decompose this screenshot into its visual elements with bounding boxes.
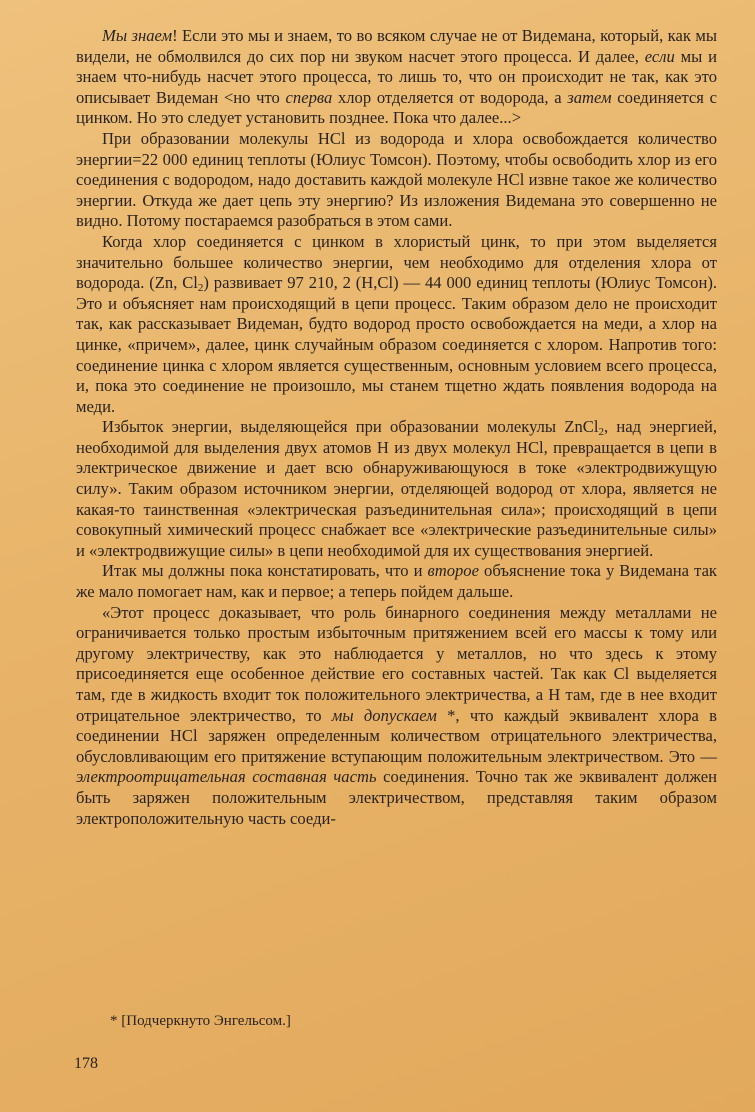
footnote: * [Подчеркнуто Энгельсом.] — [110, 1013, 291, 1029]
subscript: 2 — [197, 282, 204, 295]
paragraph — [76, 561, 717, 602]
text-run: *, что каждый эквивалент хлора в соединении HCl заряжен определенным количеством отрицательного электричества, обусловливающим его притяжение вступающим положительным электричеством. Это — — [76, 705, 717, 766]
emphasis-text: затем — [567, 87, 612, 107]
text-run: хлор отделяется от водорода, а — [332, 87, 568, 107]
text-run: мы и знаем что-нибудь насчет этого процесса, то лишь то, что он происходит не так, как это описывает Видеман <но что — [76, 46, 717, 107]
emphasis-text: сперва — [285, 87, 333, 107]
text-run: «Этот процесс доказывает, что роль бинарного соединения между металлами не ограничивается только простым избыточным притяжением всей его массы к тому или другому электричеству, как это наблюдается у металлов, но что здесь к этому присоединяется еще особенное действие его составных частей. Так как Cl выделяется там, где в жидкость входит ток положительного электричества, а H там, где в нее входит отрицательное электричество, то — [76, 602, 717, 725]
paragraph — [76, 417, 717, 561]
text-run: ! Если это мы и знаем, то во всяком случае не от Видемана, который, как мы видели, не обмолвился до сих пор ни звуком насчет этого процесса. И далее, — [76, 26, 717, 66]
paragraph — [76, 129, 717, 232]
emphasis-text: если — [644, 46, 675, 66]
body-text — [76, 26, 717, 829]
paragraph — [76, 603, 717, 830]
emphasis-text: электроотрицательная составная часть — [76, 767, 377, 787]
text-run: , над энергией, необходимой для выделения двух атомов H из двух молекул HCl, превращается в цепи в электрическое движение и дает всю обнаруживающуюся в токе «электродвижущую силу». Таким образом источником энергии, отделяющей водород от хлора, является не какая-то таинственная «электрическая разъединительная сила»; происходящий в цепи совокупный химический процесс снабжает все «электрические разъединительные силы» и «электродвижущие силы» в цепи необходимой для их существования энергией. — [76, 417, 717, 560]
text-run: соединяется с цинком. Но это следует установить позднее. Пока что далее...> — [76, 87, 717, 128]
emphasis-text: второе — [427, 561, 479, 581]
text-run: Итак мы должны пока констатировать, что и — [102, 561, 428, 581]
text-run: соединения. Точно так же эквивалент должен быть заряжен положительным электричеством, представляя таким образом электроположительную часть соеди- — [76, 767, 717, 828]
subscript: 2 — [598, 426, 604, 439]
emphasis-text: Мы знаем — [102, 26, 173, 45]
text-run: объяснение тока у Видемана так же мало помогает нам, как и первое; а теперь пойдем дальше. — [76, 561, 717, 602]
emphasis-text: мы допускаем — [331, 705, 437, 725]
text-run: ) развивает 97 210, 2 (H,Cl) — 44 000 единиц теплоты (Юлиус Томсон). Это и объясняет нам происходящий в цепи процесс. Таким образом дело не происходит так, как рассказывает Видеман, будто водород просто освобождается на меди, а хлор на цинке, «причем», далее, цинк случайным образом соединяется с хлором. Напротив того: соединение цинка с хлором является существенным, основным условием всего процесса, и, пока это соединение не произошло, мы станем тщетно ждать появления водорода на меди. — [76, 273, 717, 416]
paragraph — [76, 232, 717, 417]
text-run: При образовании молекулы HCl из водорода и хлора освобождается количество энергии=22 000 единиц теплоты (Юлиус Томсон). Поэтому, чтобы освободить хлор из его соединения с водородом, надо доставить каждой молекуле HCl извне такое же количество энергии. Откуда же дает цепь эту энергию? Из изложения Видемана это совершенно не видно. Потому постараемся разобраться в этом сами. — [76, 128, 717, 231]
text-run: Избыток энергии, выделяющейся при образовании молекулы ZnCl — [102, 417, 599, 437]
page-number: 178 — [74, 1055, 98, 1072]
paragraph — [76, 26, 717, 129]
text-run: Когда хлор соединяется с цинком в хлористый цинк, то при этом выделяется значительно большее количество энергии, чем необходимо для отделения хлора от водорода. (Zn, Cl — [76, 231, 717, 293]
